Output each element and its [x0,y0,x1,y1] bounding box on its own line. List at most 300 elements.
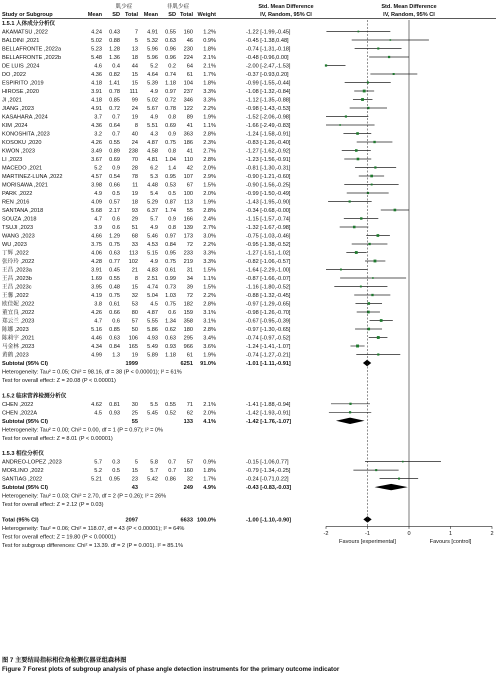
study-row-0-3-n-exp: 18 [131,55,138,61]
study-row-1-0-name: CHEN ,2022 [2,401,34,408]
study-row-0-25-weight: 2.2% [203,242,216,248]
study-row-0-11-sd-ctrl: 0.69 [165,123,176,129]
study-row-0-30-mean-exp: 3.95 [91,284,102,291]
study-row-0-19-n-exp: 19 [131,191,138,197]
study-row-0-23-n-ctrl: 139 [183,225,193,231]
study-row-0-19-sd-exp: 0.5 [112,191,120,197]
study-row-0-13-n-ctrl: 186 [183,140,193,146]
study-row-0-29-mean-ctrl: 2.51 [147,276,158,282]
study-row-0-17-sd-ctrl: 0.95 [165,174,176,180]
study-row-0-18-sd-exp: 0.66 [109,182,120,189]
study-row-0-16-n-ctrl: 42 [186,165,193,172]
study-row-0-2-sd-exp: 1.28 [109,46,120,53]
study-row-0-2-name: BELLAFRONTE ,2022a [2,46,62,53]
study-row-0-21-n-exp: 93 [131,208,138,214]
study-row-0-33-sd-exp: 0.66 [109,310,120,316]
study-row-0-15-ci: -1.23 [-1.56,-0.91] [246,157,291,163]
study-row-0-30-weight: 1.5% [203,284,216,291]
study-row-0-22-sd-exp: 0.6 [112,216,120,223]
study-row-0-1-n-ctrl: 46 [186,38,193,44]
subtotal-row-2-n-ctrl: 249 [183,485,193,492]
study-row-0-4-sd-ctrl: 0.2 [168,63,176,70]
study-row-0-35-name: 陈娜 ,2023 [2,327,29,333]
study-row-0-11-weight: 1.1% [203,123,216,129]
study-row-0-10-n-exp: 19 [131,114,138,121]
study-row-0-31-mean-ctrl: 5.04 [147,293,158,299]
study-row-2-0-n-exp: 5 [134,459,138,466]
study-row-0-38-sd-exp: 1.3 [112,352,120,359]
study-row-0-18-n-ctrl: 67 [186,182,193,189]
study-row-0-34-mean-exp: 4.7 [94,318,102,325]
study-row-0-16-mean-exp: 5.2 [94,165,102,172]
study-row-0-35-mean-ctrl: 5.86 [147,327,158,333]
study-row-0-34-point [380,319,383,322]
study-row-0-29-point [372,277,374,279]
study-row-0-17-weight: 2.9% [203,174,216,180]
study-row-0-26-ci: -1.27 [-1.51,-1.02] [246,250,291,257]
study-row-0-2-mean-exp: 5.23 [91,46,102,53]
study-row-0-28-name: 王昌 ,2023a [2,267,32,274]
study-row-0-15-n-exp: 70 [131,157,138,163]
study-row-0-7-mean-exp: 3.91 [91,89,102,95]
total-row-n-exp: 2097 [125,517,138,524]
study-row-0-5-ci: -0.37 [-0.93,0.20] [246,72,289,78]
study-row-0-15-mean-exp: 3.67 [91,157,102,163]
favours-experimental-label: Favours [experimental] [339,538,396,545]
study-row-0-36-weight: 3.4% [203,335,216,342]
study-row-1-0-mean-exp: 4.62 [91,401,102,408]
study-row-0-30-ci: -1.16 [-1.80,-0.52] [246,284,291,291]
study-row-0-9-n-ctrl: 122 [183,106,193,112]
study-row-0-11-point [339,124,341,126]
study-row-0-10-ci: -1.52 [-2.06,-0.98] [246,114,291,121]
study-row-0-7-sd-ctrl: 0.97 [165,89,176,95]
study-row-0-7-weight: 3.3% [203,89,216,95]
study-row-0-16-ci: -0.81 [-1.30,-0.31] [246,165,291,172]
study-row-0-26-name: 丁辉 ,2022 [2,250,29,257]
study-row-0-12-sd-ctrl: 0.9 [168,131,176,138]
study-row-0-12-mean-ctrl: 4.3 [150,131,158,138]
study-row-0-33-n-exp: 80 [131,310,138,316]
x-tick-label-3: 1 [448,530,453,537]
study-row-0-3-name: BELLAFRONTE ,2022b [2,55,62,61]
study-row-0-37-ci: -1.24 [-1.41,-1.07] [246,344,291,350]
study-row-0-0-n-exp: 7 [134,29,138,36]
study-row-2-0-point [402,461,404,463]
study-row-0-27-weight: 3.3% [203,259,216,265]
figure-caption-cn: 图 7 主要结局指标相位角检测仪器亚组森林图 [2,657,127,664]
study-row-0-12-point [356,132,359,135]
header-sd-ctrl: SD [168,12,176,18]
study-row-0-27-sd-exp: 0.77 [109,259,120,265]
study-row-0-11-n-ctrl: 41 [186,123,193,129]
study-row-0-17-sd-exp: 0.54 [109,174,120,180]
study-row-2-2-sd-exp: 0.95 [109,476,120,483]
study-row-0-5-n-ctrl: 61 [186,72,193,78]
study-row-0-10-sd-ctrl: 0.8 [168,114,176,121]
subtotal-diamond-0 [363,360,371,366]
study-row-0-29-sd-exp: 0.55 [109,276,120,282]
study-row-0-18-ci: -0.90 [-1.56,-0.25] [246,182,291,189]
study-row-0-21-name: SANTANA ,2018 [2,208,44,214]
study-row-2-2-mean-ctrl: 5.42 [147,476,158,483]
study-row-0-23-sd-ctrl: 0.8 [168,225,176,231]
header-study: Study or Subgroup [2,12,53,18]
study-row-0-10-name: KASAHARA ,2024 [2,114,48,121]
study-row-0-21-point [394,209,397,212]
study-row-0-12-weight: 2.8% [203,131,216,138]
study-row-0-25-n-ctrl: 72 [186,242,193,248]
study-row-0-19-n-ctrl: 100 [183,191,193,197]
study-row-1-1-weight: 2.0% [203,410,216,417]
study-row-0-28-n-ctrl: 31 [186,267,193,274]
study-row-0-2-ci: -0.74 [-1.31,-0.18] [246,46,291,53]
study-row-2-1-ci: -0.79 [-1.34,-0.25] [246,468,291,475]
study-row-0-24-name: WANG ,2023 [2,233,35,240]
study-row-0-37-name: 马金林 ,2023 [2,344,35,350]
study-row-0-19-weight: 2.0% [203,191,216,197]
study-row-0-1-name: BALDINI ,2021 [2,38,40,44]
study-row-0-2-n-exp: 13 [131,46,138,53]
study-row-0-7-sd-exp: 0.78 [109,89,120,95]
study-row-0-9-mean-ctrl: 5.67 [147,106,158,112]
subtotal-row-0-weight: 91.0% [200,361,216,367]
study-row-0-19-mean-exp: 4.9 [94,191,102,197]
study-row-0-18-point [371,184,373,186]
header-mean-exp: Mean [87,12,102,18]
subgroup-title-2: 1.5.3 相位分析仪 [2,451,44,458]
study-row-0-25-ci: -0.95 [-1.38,-0.52] [246,242,291,248]
study-row-0-30-sd-exp: 0.48 [109,284,120,291]
study-row-0-0-point [358,31,360,33]
study-row-0-4-sd-exp: 0.4 [112,63,120,70]
study-row-0-19-sd-ctrl: 0.5 [168,191,176,197]
study-row-0-22-n-ctrl: 166 [183,216,193,223]
study-row-0-38-n-ctrl: 61 [186,352,193,359]
study-row-0-8-mean-exp: 4.18 [91,97,102,104]
subtotal-row-1-ci: -1.42 [-1.76,-1.07] [246,418,292,425]
study-row-0-14-name: KWON ,2023 [2,148,35,155]
study-row-0-31-sd-exp: 0.75 [109,293,120,299]
study-row-0-33-mean-ctrl: 4.87 [147,310,158,316]
footer-heterogeneity: Heterogeneity: Tau² = 0.06; Chi² = 118.07, df = 43 (P < 0.00001); I² = 64% [2,525,185,532]
study-row-0-26-n-exp: 113 [129,250,138,257]
study-row-2-1-point [375,469,377,471]
study-row-0-12-n-ctrl: 363 [183,131,193,138]
study-row-0-1-ci: -0.45 [-1.38,0.48] [246,38,289,44]
study-row-1-0-n-ctrl: 71 [186,401,193,408]
subtotal-row-2-n-exp: 43 [131,485,138,492]
study-row-0-25-mean-exp: 3.75 [91,242,102,248]
study-row-0-31-n-ctrl: 72 [186,293,193,299]
study-row-0-2-point [377,47,379,49]
study-row-2-1-name: MORLINO ,2022 [2,468,44,475]
study-row-0-6-mean-exp: 4.18 [91,80,102,87]
study-row-0-3-n-ctrl: 224 [183,55,193,61]
study-row-0-29-mean-exp: 1.69 [91,276,102,282]
subtotal-row-1-n-exp: 55 [131,418,138,425]
study-row-0-10-mean-ctrl: 4.9 [150,114,158,121]
study-row-0-17-mean-exp: 4.57 [91,174,102,180]
study-row-0-20-mean-exp: 4.09 [91,199,102,206]
study-row-0-24-mean-exp: 4.66 [91,233,102,240]
study-row-0-38-ci: -0.74 [-1.27,-0.21] [246,352,291,359]
study-row-0-23-ci: -1.32 [-1.67,-0.98] [246,225,291,231]
study-row-0-9-weight: 2.2% [203,106,216,112]
study-row-0-22-n-exp: 29 [131,216,138,223]
subtotal-row-2-name: Subtotal (95% CI) [2,485,48,492]
study-row-0-6-name: ESPIRITO ,2019 [2,80,44,87]
study-row-0-35-n-exp: 50 [131,327,138,333]
study-row-0-4-mean-ctrl: 5.2 [150,63,158,70]
study-row-0-25-sd-ctrl: 0.84 [165,242,176,248]
study-row-0-24-ci: -0.75 [-1.03,-0.46] [246,233,291,240]
study-row-0-1-sd-exp: 0.88 [109,38,120,44]
header-weight: Weight [197,12,216,18]
study-row-0-11-ci: -1.66 [-2.49,-0.83] [246,123,291,129]
study-row-0-7-name: HIROSE ,2020 [2,89,39,95]
study-row-0-14-n-exp: 238 [128,148,138,155]
study-row-0-16-point [374,166,376,168]
study-row-0-31-sd-ctrl: 1.03 [165,293,176,299]
study-row-0-12-ci: -1.24 [-1.58,-0.91] [246,131,291,138]
study-row-0-27-n-exp: 102 [128,259,138,265]
study-row-0-14-weight: 2.7% [203,148,216,155]
study-row-0-36-point [377,336,380,339]
study-row-2-2-name: SANTIAG ,2022 [2,476,43,483]
study-row-0-35-weight: 2.8% [203,327,216,333]
study-row-0-14-sd-exp: 0.89 [109,148,120,155]
study-row-0-23-sd-exp: 0.6 [112,225,120,231]
study-row-0-25-point [368,243,370,245]
study-row-0-26-mean-exp: 4.06 [91,250,102,257]
study-row-0-37-weight: 3.6% [203,344,216,350]
study-row-0-22-sd-ctrl: 0.9 [168,216,176,223]
study-row-0-28-point [340,269,342,271]
study-row-0-13-name: KOSOKU ,2020 [2,140,42,146]
study-row-0-18-n-exp: 11 [132,182,138,189]
study-row-0-23-weight: 2.7% [203,225,216,231]
study-row-0-6-sd-exp: 1.41 [109,80,120,87]
study-row-0-30-sd-ctrl: 0.73 [165,284,176,291]
study-row-0-36-mean-ctrl: 4.93 [147,335,158,342]
study-row-0-27-n-ctrl: 219 [183,259,193,265]
study-row-0-5-weight: 1.7% [203,72,216,78]
overall-effect-2: Test for overall effect: Z = 2.12 (P = 0.03) [2,502,104,509]
study-row-0-1-sd-ctrl: 0.63 [165,38,176,44]
study-row-0-9-name: JIANG ,2023 [2,106,35,112]
study-row-0-8-n-ctrl: 346 [183,97,193,104]
study-row-0-22-point [360,217,362,219]
study-row-0-1-mean-exp: 5.02 [91,38,102,44]
study-row-0-15-name: LI ,2023 [2,157,23,163]
study-row-0-9-n-exp: 24 [131,106,138,112]
study-row-0-32-sd-ctrl: 0.75 [165,301,176,308]
subtotal-diamond-1 [336,418,365,424]
study-row-1-1-mean-exp: 4.5 [94,410,102,417]
footer-subgroup-test: Test for subgroup differences: Chi² = 13.39. df = 2 (P = 0.001). I² = 85.1% [2,542,184,549]
study-row-0-10-point [345,115,347,117]
study-row-0-17-ci: -0.90 [-1.21,-0.60] [246,174,291,180]
study-row-0-19-ci: -0.99 [-1.50,-0.49] [246,191,291,197]
study-row-0-12-n-exp: 40 [131,131,138,138]
study-row-0-16-name: MACEDO ,2021 [2,165,43,172]
study-row-0-5-point [393,73,395,75]
study-row-0-33-sd-ctrl: 0.6 [168,310,176,316]
study-row-0-3-weight: 2.1% [203,55,216,61]
study-row-0-32-sd-exp: 0.61 [109,301,120,308]
study-row-0-0-weight: 1.2% [203,29,216,36]
study-row-2-1-sd-ctrl: 0.7 [168,468,176,475]
study-row-0-11-n-exp: 8 [134,123,138,129]
study-row-0-29-sd-ctrl: 0.99 [165,276,176,282]
study-row-2-0-sd-exp: 0.3 [112,459,120,466]
study-row-0-8-n-exp: 99 [131,97,138,104]
study-row-0-34-n-ctrl: 358 [183,318,193,325]
study-row-1-0-weight: 2.1% [203,401,216,408]
study-row-0-24-sd-ctrl: 0.97 [165,233,176,240]
study-row-0-5-sd-ctrl: 0.74 [165,72,176,78]
study-row-0-11-name: KIM ,2024 [2,123,28,129]
study-row-0-8-weight: 3.3% [203,97,216,104]
study-row-0-26-n-ctrl: 233 [183,250,193,257]
study-row-0-5-name: DO ,2022 [2,72,26,78]
heterogeneity-0: Heterogeneity: Tau² = 0.05; Chi² = 98.16, df = 38 (P < 0.00001); I² = 61% [2,369,182,376]
study-row-0-32-mean-exp: 3.8 [94,301,102,308]
study-row-0-16-n-exp: 28 [131,165,138,172]
study-row-1-1-n-ctrl: 62 [186,410,193,417]
study-row-0-15-point [357,158,360,161]
study-row-0-20-n-ctrl: 113 [184,199,193,206]
study-row-0-3-sd-exp: 1.36 [109,55,120,61]
subgroup-title-1: 1.5.2 临床营养检测分析仪 [2,393,67,400]
study-row-0-14-sd-ctrl: 0.8 [168,148,176,155]
study-row-0-22-mean-ctrl: 5.7 [150,216,158,223]
header-total-ctrl: Total [180,12,193,18]
study-row-1-1-point [349,411,351,413]
study-row-0-26-mean-ctrl: 5.15 [147,250,158,257]
study-row-0-24-n-exp: 68 [131,233,138,240]
study-row-0-31-name: 王馨 ,2022 [2,293,29,299]
study-row-0-21-weight: 2.8% [203,208,216,214]
study-row-0-14-point [355,149,358,152]
study-row-0-37-mean-ctrl: 5.49 [147,344,158,350]
study-row-0-27-sd-ctrl: 0.75 [165,259,176,265]
study-row-0-35-mean-exp: 5.16 [91,327,102,333]
study-row-0-2-sd-ctrl: 0.96 [165,46,176,53]
study-row-0-20-point [349,200,351,202]
study-row-0-27-point [374,260,377,263]
study-row-0-17-point [370,175,373,178]
study-row-0-24-point [377,234,380,237]
study-row-1-1-ci: -1.42 [-1.93,-0.91] [246,410,291,417]
study-row-0-22-weight: 2.4% [203,216,216,223]
figure-caption-en: Figure 7 Forest plots of subgroup analysis of phase angle detection instruments for the primary outcome indicator [2,666,340,673]
subtotal-row-0-name: Subtotal (95% CI) [2,361,48,367]
study-row-2-1-mean-exp: 5.2 [94,468,102,475]
study-row-0-37-n-exp: 165 [128,344,138,350]
study-row-0-11-sd-exp: 0.64 [109,123,120,129]
study-row-0-34-ci: -0.67 [-0.95,-0.39] [246,318,291,325]
subtotal-row-2-ci: -0.43 [-0.83,-0.03] [246,485,292,492]
study-row-0-18-mean-exp: 3.98 [91,182,102,189]
study-row-0-32-n-exp: 53 [131,301,138,308]
study-row-0-26-point [355,251,358,254]
study-row-0-23-point [353,226,356,229]
header-total-exp: Total [125,12,138,18]
study-row-0-21-mean-ctrl: 6.37 [147,208,158,214]
study-row-0-24-n-ctrl: 173 [183,233,193,240]
study-row-0-4-ci: -2.00 [-2.47,-1.53] [246,63,291,70]
study-row-0-7-ci: -1.08 [-1.32,-0.84] [246,89,291,95]
subtotal-row-1-n-ctrl: 133 [183,418,193,425]
study-row-0-6-n-exp: 15 [131,80,138,87]
study-row-0-26-sd-exp: 0.63 [109,250,120,257]
heterogeneity-1: Heterogeneity: Tau² = 0.00; Chi² = 0.00, df = 1 (P = 0.97); I² = 0% [2,427,164,434]
study-row-0-15-mean-ctrl: 4.81 [147,157,158,163]
subtotal-row-0-n-ctrl: 6251 [180,361,193,367]
study-row-0-36-ci: -0.74 [-0.97,-0.52] [246,335,291,342]
study-row-0-30-name: 王昌 ,2023c [2,284,32,291]
study-row-2-0-mean-ctrl: 5.8 [150,459,158,466]
study-row-0-33-name: 董宜良 ,2022 [2,310,35,316]
study-row-0-24-weight: 3.0% [203,233,216,240]
study-row-0-27-name: 张玲玲 ,2022 [2,259,35,265]
header-plot-sub: IV, Random, 95% CI [383,12,435,18]
study-row-0-34-mean-ctrl: 5.55 [147,318,158,325]
study-row-0-23-name: TSUJI ,2023 [2,225,34,231]
study-row-0-30-mean-ctrl: 4.74 [147,284,158,291]
study-row-0-8-ci: -1.12 [-1.35,-0.88] [246,97,291,104]
study-row-1-1-mean-ctrl: 5.45 [147,410,158,417]
study-row-0-37-mean-exp: 4.34 [91,344,102,350]
x-tick-label-2: 0 [407,530,411,537]
study-row-2-2-sd-ctrl: 0.86 [165,476,176,483]
study-row-0-15-sd-ctrl: 1.04 [165,157,176,163]
study-row-0-12-name: KONOSHITA ,2023 [2,131,50,138]
study-row-0-2-n-ctrl: 230 [183,46,193,53]
study-row-1-1-sd-exp: 0.93 [109,410,120,417]
header-effect-sub: IV, Random, 95% CI [260,12,312,18]
study-row-0-1-weight: 0.9% [203,38,216,44]
study-row-0-2-mean-ctrl: 5.96 [147,46,158,53]
study-row-0-6-sd-ctrl: 1.18 [165,80,176,87]
study-row-0-29-ci: -0.87 [-1.66,-0.07] [246,276,291,282]
header-sd-exp: SD [112,12,120,18]
study-row-0-7-n-exp: 111 [129,89,138,95]
study-row-0-13-ci: -0.83 [-1.26,-0.40] [246,140,291,146]
study-row-0-3-ci: -0.48 [-0.96,0.00] [246,55,289,61]
study-row-0-6-n-ctrl: 104 [183,80,193,87]
study-row-0-23-mean-exp: 3.9 [94,225,102,231]
study-row-0-35-point [367,328,370,331]
x-tick-label-4: 2 [490,530,494,537]
study-row-0-14-n-ctrl: 41 [186,148,193,155]
overall-effect-1: Test for overall effect: Z = 8.01 (P < 0.00001) [2,435,113,442]
study-row-1-1-sd-ctrl: 0.52 [165,410,176,417]
study-row-0-15-weight: 2.8% [203,157,216,163]
heterogeneity-2: Heterogeneity: Tau² = 0.03; Chi² = 2.70, df = 2 (P = 0.26); I² = 26% [2,493,167,500]
subgroup-title-0: 1.5.1 人体成分分析仪 [2,21,56,27]
study-row-1-0-sd-ctrl: 0.55 [165,401,176,408]
study-row-1-1-name: CHEN ,2022A [2,410,38,417]
study-row-0-21-n-ctrl: 55 [186,208,193,214]
study-row-0-5-n-exp: 15 [131,72,138,78]
study-row-0-37-n-ctrl: 966 [183,344,193,350]
study-row-2-1-n-exp: 15 [131,468,138,475]
study-row-0-20-sd-ctrl: 0.87 [165,199,176,206]
study-row-0-9-sd-exp: 0.72 [109,106,120,112]
